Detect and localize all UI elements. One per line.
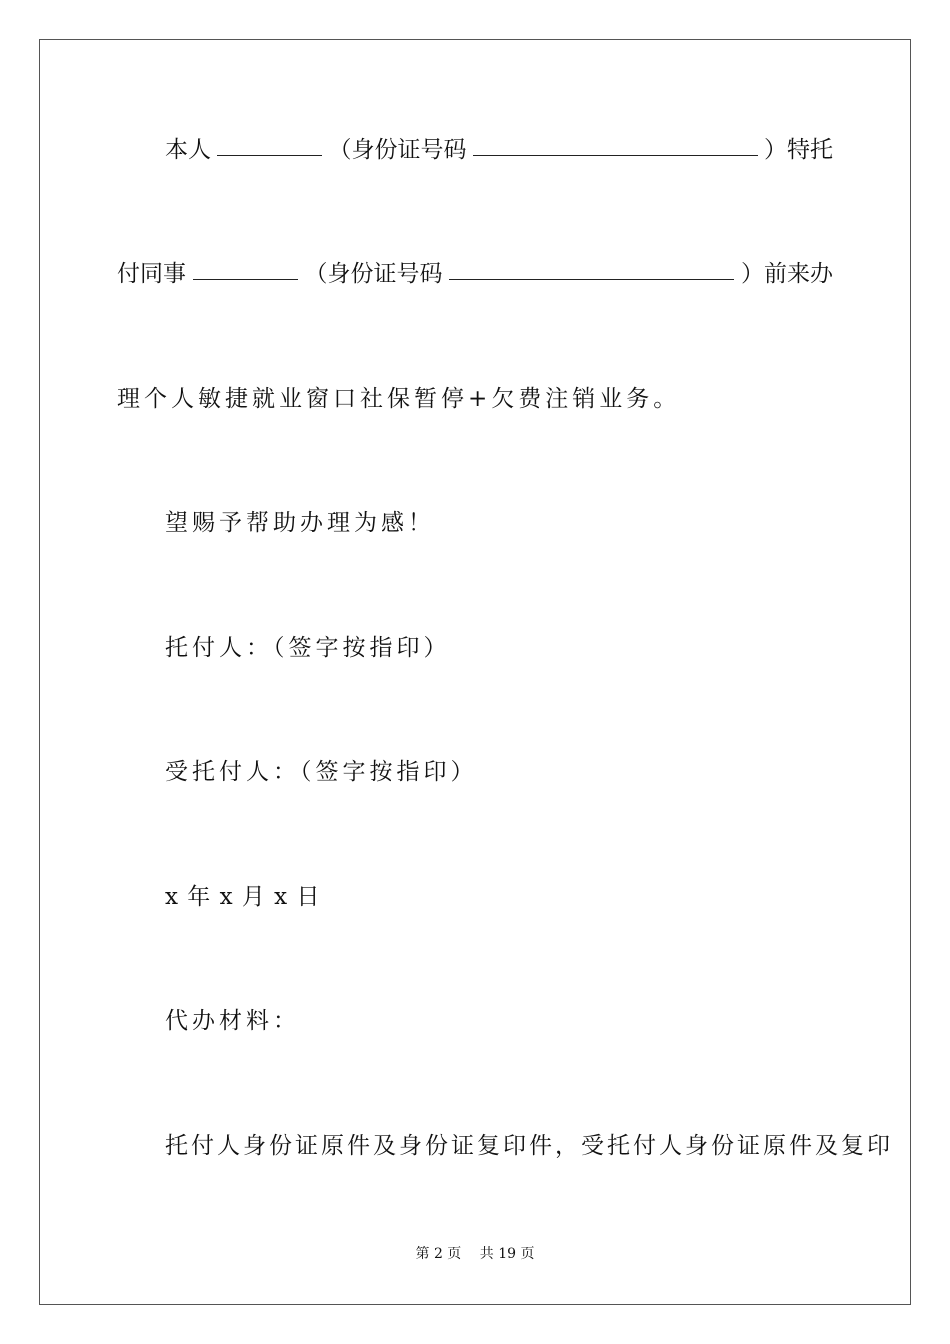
line1-suffix: ）特托 bbox=[764, 137, 833, 163]
materials-heading: 代办材料： bbox=[165, 1008, 300, 1034]
page-footer bbox=[0, 1245, 950, 1263]
page-total: 共 19 页 bbox=[479, 1246, 535, 1262]
principal-id-blank bbox=[473, 135, 758, 156]
authorization-line-2 bbox=[117, 259, 833, 289]
principal-name-prefix: 本人 bbox=[165, 137, 211, 163]
principal-id-label: （身份证号码 bbox=[328, 137, 467, 163]
agent-signature-label: 受托付人：（签字按指印） bbox=[165, 759, 478, 785]
agent-name-prefix: 付同事 bbox=[117, 261, 186, 287]
principal-name-blank bbox=[217, 135, 322, 156]
request-line: 望赐予帮助办理为感！ bbox=[165, 510, 435, 536]
agent-id-label: （身份证号码 bbox=[304, 261, 443, 287]
agent-id-blank bbox=[449, 259, 734, 280]
authorization-line-1 bbox=[165, 135, 833, 165]
date-line: x 年 x 月 x 日 bbox=[165, 884, 321, 910]
page-frame bbox=[39, 39, 911, 1305]
principal-signature-label: 托付人：（签字按指印） bbox=[165, 635, 451, 661]
materials-text: 托付人身份证原件及身份证复印件，受托付人身份证原件及复印 bbox=[165, 1133, 893, 1159]
authorization-line-3: 理个人敏捷就业窗口社保暂停+欠费注销业务。 bbox=[117, 386, 681, 412]
page-number: 第 2 页 bbox=[415, 1246, 462, 1262]
agent-name-blank bbox=[193, 259, 298, 280]
line2-suffix: ）前来办 bbox=[741, 261, 833, 287]
